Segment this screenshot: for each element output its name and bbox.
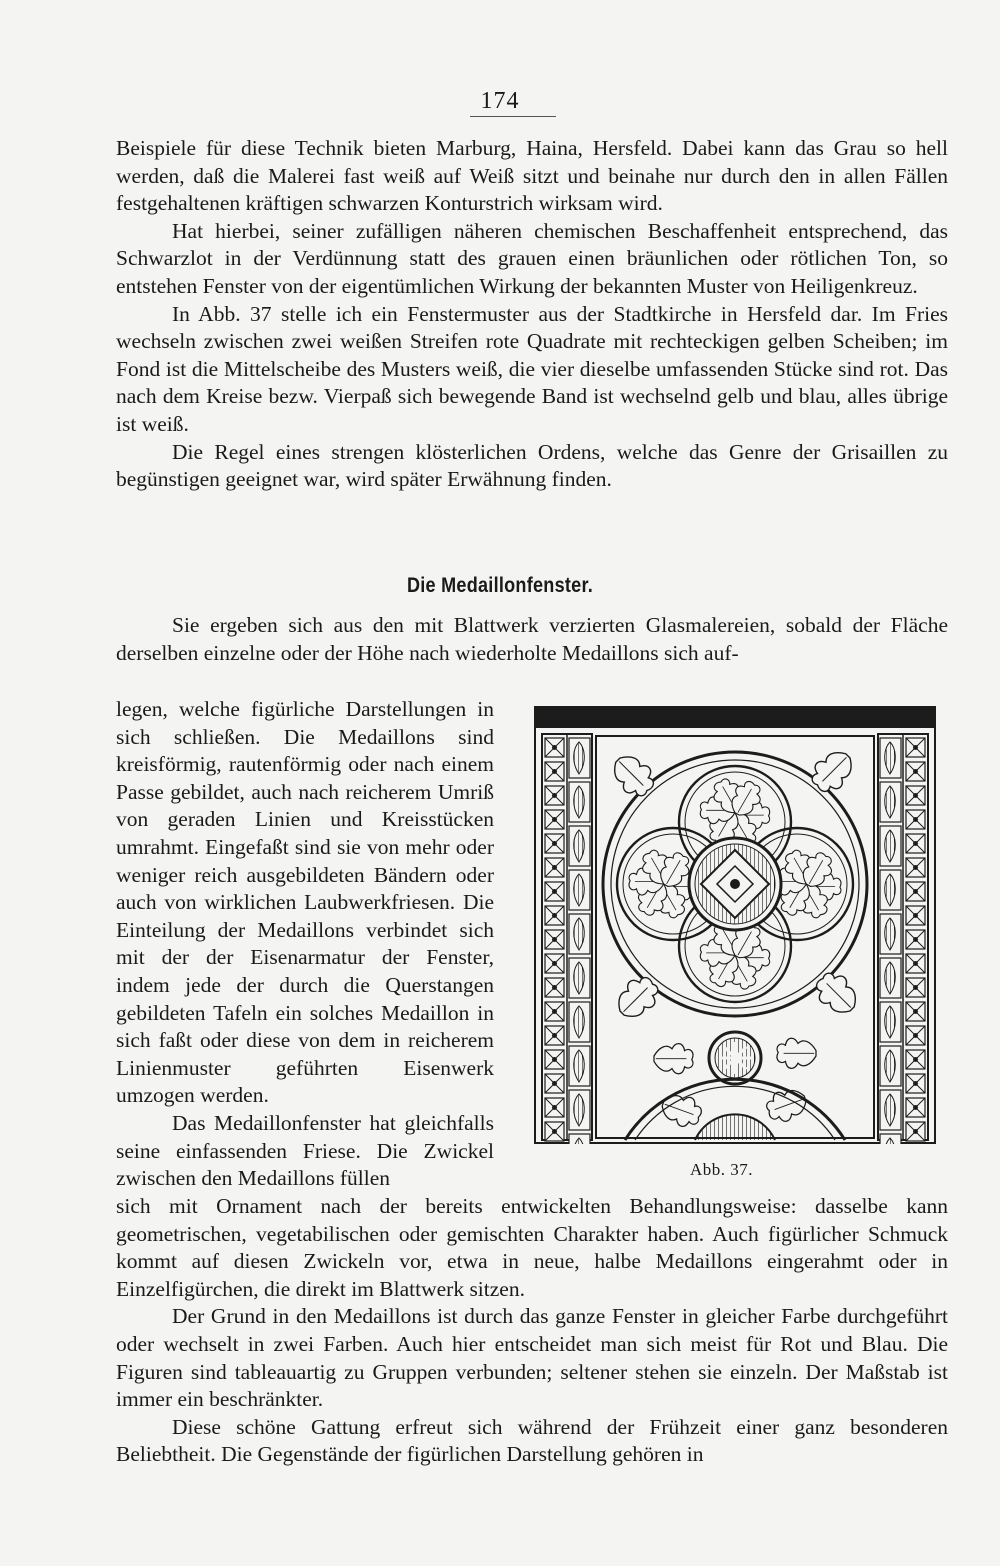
top-text-block: [116, 135, 948, 494]
page-number: 174: [480, 88, 520, 114]
paragraph: Hat hierbei, seiner zufälligen näheren chemischen Beschaffenheit entsprechend, das Schwarzlot in der Verdünnung statt des grauen einen bräunlichen oder rötlichen Ton, so entstehen Fenster von der eigentümlichen Wirkung der bekannten Muster von Heiligenkreuz.: [116, 218, 948, 298]
paragraph: legen, welche figürliche Darstellungen in sich schließen. Die Medaillons sind kreisförmig, rautenförmig oder nach einem Passe gebildet, auch nach reicherem Umriß von geraden Linien und Kreisstücken umrahmt. Eingefaßt sind sie von mehr oder weniger reich ausgebildeten Bändern oder auch von wirklichen Laubwerkfriesen. Die Einteilung der Medaillons verbindet sich mit der der Eisenarmatur der Fenster, indem jede der durch die Querstangen gebildeten Tafeln ein solches Medaillon in sich faßt oder diese von dem in reicherem Linienmuster geführten Eisenwerk umzogen werden.: [116, 697, 494, 1108]
paragraph: Beispiele für diese Technik bieten Marburg, Haina, Hersfeld. Dabei kann das Grau so hell werden, daß die Malerei fast weiß auf Weiß sitzt und beinahe nur durch den in allen Fällen festgehaltenen kräftigen schwarzen Konturstrich wirksam wird.: [116, 136, 948, 216]
bottom-text-block: [116, 1193, 948, 1469]
stained-glass-window-illustration: [534, 706, 936, 1144]
section-heading: Die Medaillonfenster.: [406, 574, 594, 597]
figure-caption: Abb. 37.: [690, 1160, 754, 1179]
paragraph: Das Medaillonfenster hat gleichfalls seine einfassenden Friese. Die Zwickel zwischen den Medaillons füllen: [116, 1110, 494, 1191]
mid-text-block: [116, 612, 948, 667]
paragraph: Sie ergeben sich aus den mit Blattwerk verzierten Glasmalereien, sobald der Fläche derselben einzelne oder der Höhe nach wiederholte Medaillons sich auf-: [116, 613, 948, 665]
paragraph: sich mit Ornament nach der bereits entwickelten Behandlungsweise: dasselbe kann geometrischen, vegetabilischen oder gemischten Charakter haben. Auch figürlicher Schmuck kommt auf diesen Zwickeln vor, etwa in neue, halbe Medaillons eingerahmt oder in Einzelfigürchen, die direkt im Blattwerk sitzen.: [116, 1194, 948, 1301]
page-number-rule: [470, 116, 556, 117]
paragraph: In Abb. 37 stelle ich ein Fenstermuster aus der Stadtkirche in Hersfeld dar. Im Fries wechseln zwischen zwei weißen Streifen rote Quadrate mit rechteckigen gelben Scheiben; im Fond ist die Mittelscheibe des Musters weiß, die vier dieselbe umfassenden Stücke sind rot. Das nach dem Kreise bezw. Vierpaß sich bewegende Band ist wechselnd gelb und blau, alles übrige ist weiß.: [116, 301, 948, 436]
left-column-text: [116, 696, 494, 1193]
stained-glass-figure: [534, 706, 936, 1144]
paragraph: Der Grund in den Medaillons ist durch das ganze Fenster in gleicher Farbe durchgeführt oder wechselt in zwei Farben. Auch hier entscheidet man sich meist für Rot und Blau. Die Figuren sind tableauartig zu Gruppen verbunden; seltener stehen sie einzeln. Der Maßstab ist immer ein beschränkter.: [116, 1304, 948, 1412]
paragraph: Diese schöne Gattung erfreut sich während der Frühzeit einer ganz besonderen Beliebtheit. Die Gegenstände der figürlichen Darstellung gehören in: [116, 1414, 948, 1467]
paragraph: Die Regel eines strengen klösterlichen Ordens, welche das Genre der Grisaillen zu begünstigen geeignet war, wird später Erwähnung finden.: [116, 439, 948, 492]
